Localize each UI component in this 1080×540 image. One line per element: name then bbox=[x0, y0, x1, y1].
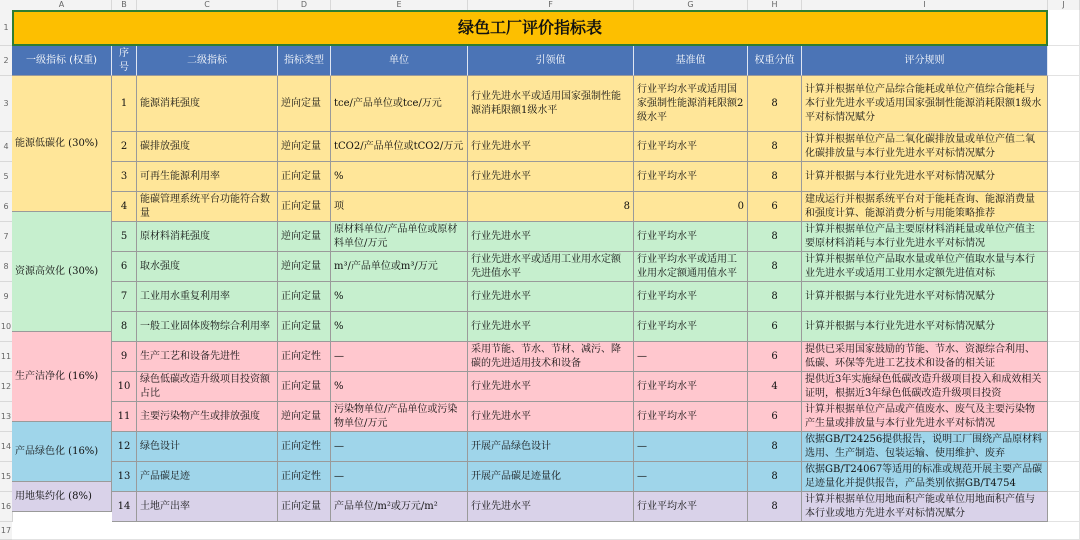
item-type[interactable]: 正向定量 bbox=[278, 162, 331, 192]
empty-cell[interactable] bbox=[1048, 76, 1080, 132]
item-base[interactable]: 行业平均水平或适用工业用水定额通用值水平 bbox=[634, 252, 748, 282]
item-weight[interactable]: 8 bbox=[748, 76, 802, 132]
item-lead[interactable]: 行业先进水平 bbox=[468, 282, 634, 312]
item-no[interactable]: 5 bbox=[112, 222, 137, 252]
item-rule[interactable]: 提供已采用国家鼓励的节能、节水、资源综合利用、低碳、环保等先进工艺技术和设备的相关证 bbox=[802, 342, 1048, 372]
row-header-16[interactable]: 16 bbox=[0, 492, 12, 522]
row-header-4[interactable]: 4 bbox=[0, 132, 12, 162]
item-name[interactable]: 土地产出率 bbox=[137, 492, 278, 522]
header-type[interactable]: 指标类型 bbox=[278, 46, 331, 76]
item-lead[interactable]: 开展产品碳足迹量化 bbox=[468, 462, 634, 492]
item-unit[interactable]: 项 bbox=[331, 192, 468, 222]
item-rule[interactable]: 建成运行并根据系统平台对于能耗查询、能源消费量和强度计算、能源消费分析与用能策略推荐 bbox=[802, 192, 1048, 222]
item-type[interactable]: 逆向定量 bbox=[278, 252, 331, 282]
item-base[interactable]: — bbox=[634, 342, 748, 372]
item-type[interactable]: 正向定性 bbox=[278, 342, 331, 372]
item-name[interactable]: 一般工业固体废物综合利用率 bbox=[137, 312, 278, 342]
item-weight[interactable]: 8 bbox=[748, 492, 802, 522]
item-base[interactable]: 行业平均水平 bbox=[634, 132, 748, 162]
item-lead[interactable]: 行业先进水平或适用工业用水定额先进值水平 bbox=[468, 252, 634, 282]
column-header-e[interactable]: E bbox=[331, 0, 468, 10]
item-weight[interactable]: 4 bbox=[748, 372, 802, 402]
item-lead[interactable]: 行业先进水平 bbox=[468, 312, 634, 342]
item-rule[interactable]: 计算并根据与本行业先进水平对标情况赋分 bbox=[802, 162, 1048, 192]
item-lead[interactable]: 行业先进水平或适用国家强制性能源消耗限额1级水平 bbox=[468, 76, 634, 132]
item-weight[interactable]: 6 bbox=[748, 342, 802, 372]
item-weight[interactable]: 8 bbox=[748, 462, 802, 492]
item-base[interactable]: 行业平均水平 bbox=[634, 312, 748, 342]
item-name[interactable]: 取水强度 bbox=[137, 252, 278, 282]
group-energy[interactable]: 能源低碳化 (30%) bbox=[12, 76, 112, 212]
item-base[interactable]: 行业平均水平 bbox=[634, 402, 748, 432]
item-rule[interactable]: 依据GB/T24067等适用的标准或规范开展主要产品碳足迹量化并提供报告，产品类别依据GB/T4754 bbox=[802, 462, 1048, 492]
item-type[interactable]: 正向定性 bbox=[278, 462, 331, 492]
item-weight[interactable]: 8 bbox=[748, 162, 802, 192]
empty-row[interactable] bbox=[12, 522, 1080, 540]
header-lead[interactable]: 引领值 bbox=[468, 46, 634, 76]
column-header-b[interactable]: B bbox=[112, 0, 137, 10]
row-header-5[interactable]: 5 bbox=[0, 162, 12, 192]
item-unit[interactable]: % bbox=[331, 372, 468, 402]
item-weight[interactable]: 8 bbox=[748, 222, 802, 252]
row-header-10[interactable]: 10 bbox=[0, 312, 12, 342]
item-name[interactable]: 能源消耗强度 bbox=[137, 76, 278, 132]
item-lead[interactable]: 行业先进水平 bbox=[468, 222, 634, 252]
empty-cell[interactable] bbox=[1048, 46, 1080, 76]
item-rule[interactable]: 计算并根据与本行业先进水平对标情况赋分 bbox=[802, 282, 1048, 312]
row-header-1[interactable]: 1 bbox=[0, 10, 12, 46]
item-no[interactable]: 9 bbox=[112, 342, 137, 372]
item-base[interactable]: 0 bbox=[634, 192, 748, 222]
item-name[interactable]: 工业用水重复利用率 bbox=[137, 282, 278, 312]
item-no[interactable]: 14 bbox=[112, 492, 137, 522]
row-header-6[interactable]: 6 bbox=[0, 192, 12, 222]
item-name[interactable]: 能碳管理系统平台功能符合数量 bbox=[137, 192, 278, 222]
item-weight[interactable]: 8 bbox=[748, 282, 802, 312]
item-name[interactable]: 主要污染物产生或排放强度 bbox=[137, 402, 278, 432]
item-unit[interactable]: tce/产品单位或tce/万元 bbox=[331, 76, 468, 132]
item-name[interactable]: 产品碳足迹 bbox=[137, 462, 278, 492]
empty-cell[interactable] bbox=[1048, 252, 1080, 282]
item-type[interactable]: 正向定量 bbox=[278, 312, 331, 342]
item-lead[interactable]: 开展产品绿色设计 bbox=[468, 432, 634, 462]
item-no[interactable]: 1 bbox=[112, 76, 137, 132]
item-unit[interactable]: — bbox=[331, 462, 468, 492]
item-type[interactable]: 逆向定量 bbox=[278, 222, 331, 252]
item-lead[interactable]: 8 bbox=[468, 192, 634, 222]
empty-cell[interactable] bbox=[1048, 10, 1080, 46]
item-weight[interactable]: 8 bbox=[748, 132, 802, 162]
header-base[interactable]: 基准值 bbox=[634, 46, 748, 76]
empty-cell[interactable] bbox=[1048, 192, 1080, 222]
item-rule[interactable]: 计算并根据单位用地面积产能或单位用地面积产值与本行业或地方先进水平对标情况赋分 bbox=[802, 492, 1048, 522]
sheet-title[interactable]: 绿色工厂评价指标表 bbox=[12, 10, 1048, 46]
item-no[interactable]: 4 bbox=[112, 192, 137, 222]
item-no[interactable]: 7 bbox=[112, 282, 137, 312]
column-header-h[interactable]: H bbox=[748, 0, 802, 10]
item-rule[interactable]: 计算并根据单位产品主要原材料消耗量或单位产值主要原材料消耗与本行业先进水平对标情况 bbox=[802, 222, 1048, 252]
row-header-7[interactable]: 7 bbox=[0, 222, 12, 252]
item-name[interactable]: 生产工艺和设备先进性 bbox=[137, 342, 278, 372]
empty-cell[interactable] bbox=[1048, 282, 1080, 312]
item-no[interactable]: 13 bbox=[112, 462, 137, 492]
item-type[interactable]: 正向定量 bbox=[278, 282, 331, 312]
item-unit[interactable]: % bbox=[331, 162, 468, 192]
item-weight[interactable]: 6 bbox=[748, 312, 802, 342]
header-level1[interactable]: 一级指标 (权重) bbox=[12, 46, 112, 76]
item-name[interactable]: 碳排放强度 bbox=[137, 132, 278, 162]
item-weight[interactable]: 6 bbox=[748, 192, 802, 222]
item-lead[interactable]: 行业先进水平 bbox=[468, 162, 634, 192]
item-type[interactable]: 正向定量 bbox=[278, 192, 331, 222]
empty-cell[interactable] bbox=[1048, 162, 1080, 192]
item-lead[interactable]: 行业先进水平 bbox=[468, 132, 634, 162]
group-land[interactable]: 用地集约化 (8%) bbox=[12, 482, 112, 512]
item-base[interactable]: 行业平均水平 bbox=[634, 222, 748, 252]
item-no[interactable]: 10 bbox=[112, 372, 137, 402]
column-header-a[interactable]: A bbox=[12, 0, 112, 10]
column-header-d[interactable]: D bbox=[278, 0, 331, 10]
empty-cell[interactable] bbox=[1048, 372, 1080, 402]
item-rule[interactable]: 计算并根据单位产品综合能耗或单位产值综合能耗与本行业先进水平或适用国家强制性能源消耗限额1级水平对标情况赋分 bbox=[802, 76, 1048, 132]
item-no[interactable]: 12 bbox=[112, 432, 137, 462]
item-type[interactable]: 逆向定量 bbox=[278, 402, 331, 432]
header-rule[interactable]: 评分规则 bbox=[802, 46, 1048, 76]
column-header-f[interactable]: F bbox=[468, 0, 634, 10]
row-header-14[interactable]: 14 bbox=[0, 432, 12, 462]
item-no[interactable]: 2 bbox=[112, 132, 137, 162]
item-lead[interactable]: 行业先进水平 bbox=[468, 492, 634, 522]
column-header-g[interactable]: G bbox=[634, 0, 748, 10]
item-name[interactable]: 绿色设计 bbox=[137, 432, 278, 462]
item-lead[interactable]: 行业先进水平 bbox=[468, 372, 634, 402]
item-unit[interactable]: — bbox=[331, 432, 468, 462]
item-rule[interactable]: 计算并根据单位产品或产值废水、废气及主要污染物产生量或排放量与本行业先进水平对标情况 bbox=[802, 402, 1048, 432]
item-lead[interactable]: 行业先进水平 bbox=[468, 402, 634, 432]
row-header-12[interactable]: 12 bbox=[0, 372, 12, 402]
item-base[interactable]: — bbox=[634, 432, 748, 462]
item-type[interactable]: 正向定量 bbox=[278, 492, 331, 522]
item-rule[interactable]: 提供近3年实施绿色低碳改造升级项目投入和成效相关证明，根据近3年绿色低碳改造升级项目投资 bbox=[802, 372, 1048, 402]
item-base[interactable]: 行业平均水平 bbox=[634, 372, 748, 402]
header-weight[interactable]: 权重分值 bbox=[748, 46, 802, 76]
group-resource[interactable]: 资源高效化 (30%) bbox=[12, 212, 112, 332]
row-header-9[interactable]: 9 bbox=[0, 282, 12, 312]
empty-cell[interactable] bbox=[1048, 132, 1080, 162]
item-weight[interactable]: 6 bbox=[748, 402, 802, 432]
row-header-2[interactable]: 2 bbox=[0, 46, 12, 76]
item-base[interactable]: 行业平均水平 bbox=[634, 492, 748, 522]
item-unit[interactable]: 原材料单位/产品单位或原材料单位/万元 bbox=[331, 222, 468, 252]
row-header-11[interactable]: 11 bbox=[0, 342, 12, 372]
empty-cell[interactable] bbox=[1048, 402, 1080, 432]
item-unit[interactable]: 产品单位/m²或万元/m² bbox=[331, 492, 468, 522]
item-type[interactable]: 逆向定量 bbox=[278, 76, 331, 132]
item-no[interactable]: 6 bbox=[112, 252, 137, 282]
row-header-8[interactable]: 8 bbox=[0, 252, 12, 282]
item-base[interactable]: — bbox=[634, 462, 748, 492]
item-base[interactable]: 行业平均水平 bbox=[634, 282, 748, 312]
column-header-c[interactable]: C bbox=[137, 0, 278, 10]
item-rule[interactable]: 依据GB/T24256提供报告，说明工厂围绕产品原材料选用、生产制造、包装运输、使用维护、废弃 bbox=[802, 432, 1048, 462]
item-unit[interactable]: % bbox=[331, 282, 468, 312]
item-unit[interactable]: % bbox=[331, 312, 468, 342]
item-weight[interactable]: 8 bbox=[748, 432, 802, 462]
empty-cell[interactable] bbox=[1048, 222, 1080, 252]
header-level2[interactable]: 二级指标 bbox=[137, 46, 278, 76]
header-unit[interactable]: 单位 bbox=[331, 46, 468, 76]
item-name[interactable]: 可再生能源利用率 bbox=[137, 162, 278, 192]
item-unit[interactable]: 污染物单位/产品单位或污染物单位/万元 bbox=[331, 402, 468, 432]
column-header-j[interactable]: J bbox=[1048, 0, 1080, 10]
empty-cell[interactable] bbox=[1048, 342, 1080, 372]
item-lead[interactable]: 采用节能、节水、节材、减污、降碳的先进适用技术和设备 bbox=[468, 342, 634, 372]
item-type[interactable]: 逆向定量 bbox=[278, 132, 331, 162]
item-no[interactable]: 8 bbox=[112, 312, 137, 342]
item-no[interactable]: 3 bbox=[112, 162, 137, 192]
header-no[interactable]: 序号 bbox=[112, 46, 137, 76]
column-header-i[interactable]: I bbox=[802, 0, 1048, 10]
group-clean[interactable]: 生产洁净化 (16%) bbox=[12, 332, 112, 422]
empty-cell[interactable] bbox=[1048, 492, 1080, 522]
row-header-3[interactable]: 3 bbox=[0, 76, 12, 132]
item-rule[interactable]: 计算并根据单位产品取水量或单位产值取水量与本行业先进水平或适用工业用水定额先进值对标 bbox=[802, 252, 1048, 282]
row-header-15[interactable]: 15 bbox=[0, 462, 12, 492]
group-product[interactable]: 产品绿色化 (16%) bbox=[12, 422, 112, 482]
item-name[interactable]: 原材料消耗强度 bbox=[137, 222, 278, 252]
row-header-13[interactable]: 13 bbox=[0, 402, 12, 432]
empty-cell[interactable] bbox=[1048, 432, 1080, 462]
row-header-17[interactable]: 17 bbox=[0, 522, 12, 540]
item-unit[interactable]: tCO2/产品单位或tCO2/万元 bbox=[331, 132, 468, 162]
item-base[interactable]: 行业平均水平或适用国家强制性能源消耗限额2级水平 bbox=[634, 76, 748, 132]
item-base[interactable]: 行业平均水平 bbox=[634, 162, 748, 192]
item-type[interactable]: 正向定量 bbox=[278, 372, 331, 402]
item-type[interactable]: 正向定性 bbox=[278, 432, 331, 462]
item-rule[interactable]: 计算并根据单位产品二氧化碳排放量或单位产值二氧化碳排放量与本行业先进水平对标情况赋分 bbox=[802, 132, 1048, 162]
item-no[interactable]: 11 bbox=[112, 402, 137, 432]
empty-cell[interactable] bbox=[1048, 312, 1080, 342]
empty-cell[interactable] bbox=[1048, 462, 1080, 492]
item-weight[interactable]: 8 bbox=[748, 252, 802, 282]
item-rule[interactable]: 计算并根据与本行业先进水平对标情况赋分 bbox=[802, 312, 1048, 342]
item-name[interactable]: 绿色低碳改造升级项目投资额占比 bbox=[137, 372, 278, 402]
item-unit[interactable]: m³/产品单位或m³/万元 bbox=[331, 252, 468, 282]
item-unit[interactable]: — bbox=[331, 342, 468, 372]
